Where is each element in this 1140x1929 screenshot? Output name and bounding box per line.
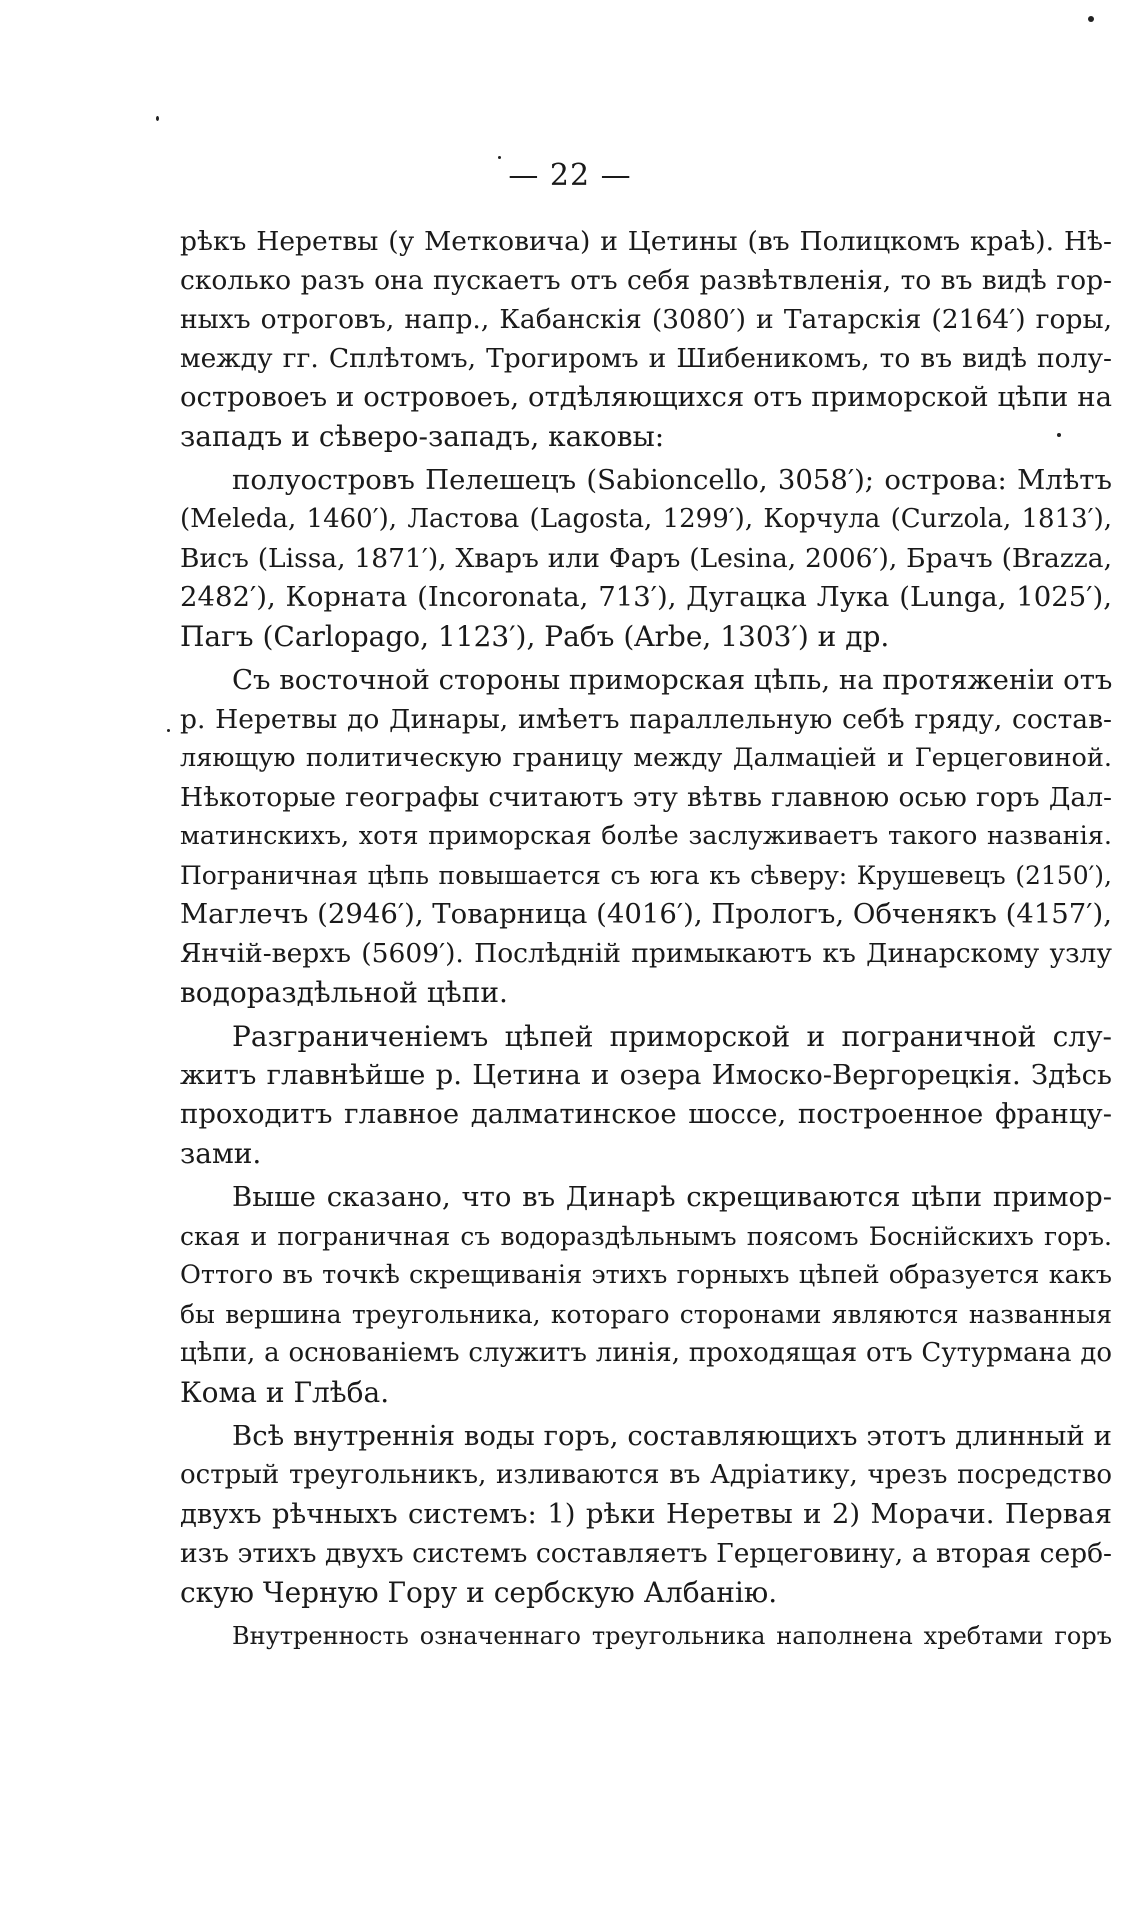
text-line: между гг. Сплѣтомъ, Трогиромъ и Шибеникомъ, то въ видѣ полу- [180, 343, 1112, 374]
text-line: матинскихъ, хотя приморская болѣе заслуживаетъ такого названія. [180, 821, 1112, 851]
text-line: ская и пограничная съ водораздѣльнымъ поясомъ Боснійскихъ горъ. [180, 1222, 1112, 1251]
body-text [180, 222, 1112, 1656]
text-line: двухъ рѣчныхъ системъ: 1) рѣки Неретвы и 2) Морачи. Первая [180, 1498, 1112, 1530]
text-line: зами. [180, 1137, 262, 1170]
text-line: (Meleda, 1460′), Ластова (Lagosta, 1299′), Корчула (Curzola, 1813′), [180, 504, 1112, 534]
text-line: острый треугольникъ, изливаются въ Адріатику, чрезъ посредство [180, 1460, 1112, 1490]
scan-speck [156, 116, 159, 121]
text-line: р. Неретвы до Динары, имѣетъ параллельную себѣ гряду, состав- [180, 704, 1112, 735]
text-line: Внутренность означеннаго треугольника наполнена хребтами горъ [232, 1622, 1112, 1650]
text-line: ныхъ отроговъ, напр., Кабанскія (3080′) и Татарскія (2164′) горы, [180, 304, 1112, 335]
text-line: Съ восточной стороны приморская цѣпь, на протяженіи отъ [232, 664, 1113, 696]
text-line: западъ и сѣверо-западъ, каковы: [180, 420, 665, 453]
text-line: полуостровъ Пелешецъ (Sabioncello, 3058′); острова: Млѣтъ [232, 464, 1112, 496]
text-line: сколько разъ она пускаетъ отъ себя развѣтвленія, то въ видѣ гор- [180, 265, 1112, 296]
scan-speck [1088, 16, 1094, 22]
paragraph [180, 661, 1112, 1012]
text-line: Нѣкоторые географы считаютъ эту вѣтвь главною осью горъ Дал- [180, 782, 1112, 813]
text-line: Висъ (Lissa, 1871′), Хваръ или Фаръ (Lesina, 2006′), Брачъ (Brazza, [180, 543, 1112, 574]
text-line: ляющую политическую границу между Далмаціей и Герцеговиной. [180, 743, 1112, 773]
text-line: Выше сказано, что въ Динарѣ скрещиваются цѣпи примор- [232, 1181, 1112, 1213]
text-line: Янчій-верхъ (5609′). Послѣдній примыкаютъ къ Динарскому узлу [180, 938, 1112, 969]
text-line: рѣкъ Неретвы (у Метковича) и Цетины (въ Полицкомъ краѣ). Нѣ- [180, 226, 1112, 257]
paragraph [180, 1178, 1112, 1412]
text-line: Кома и Глѣба. [180, 1376, 390, 1409]
paragraph [180, 1617, 1112, 1656]
text-line: Маглечъ (2946′), Товарница (4016′), Прологъ, Обченякъ (4157′), [180, 898, 1112, 930]
paragraph [180, 222, 1112, 456]
paragraph [180, 1417, 1112, 1612]
paragraph [180, 1017, 1112, 1173]
text-line: островоеъ и островоеъ, отдѣляющихся отъ приморской цѣпи на [180, 381, 1112, 413]
text-line: бы вершина треугольника, котораго сторонами являются названныя [180, 1300, 1112, 1329]
text-line: Пограничная цѣпь повышается съ юга къ сѣверу: Крушевецъ (2150′), [180, 861, 1112, 890]
text-line: цѣпи, а основаніемъ служитъ линія, проходящая отъ Сутурмана до [180, 1338, 1112, 1368]
text-line: Всѣ внутреннія воды горъ, составляющихъ этотъ длинный и [232, 1420, 1112, 1452]
text-line: Оттого въ точкѣ скрещиванія этихъ горныхъ цѣпей образуется какъ [180, 1260, 1112, 1290]
text-line: изъ этихъ двухъ системъ составляетъ Герцеговину, а вторая серб- [180, 1538, 1112, 1569]
text-line: водораздѣльной цѣпи. [180, 976, 508, 1009]
text-line: скую Черную Гору и сербскую Албанію. [180, 1576, 778, 1609]
page-number: — 22 — [508, 158, 632, 193]
scan-speck [167, 729, 170, 732]
text-line: 2482′), Корната (Incoronata, 713′), Дугацка Лука (Lunga, 1025′), [180, 581, 1112, 613]
text-line: житъ главнѣйше р. Цетина и озера Имоско-Вергорецкія. Здѣсь [180, 1059, 1112, 1091]
text-line: Разграниченіемъ цѣпей приморской и пограничной слу- [232, 1020, 1112, 1053]
text-line: проходитъ главное далматинское шоссе, построенное францу- [180, 1098, 1112, 1130]
paragraph [180, 461, 1112, 656]
text-line: Пагъ (Carlopago, 1123′), Рабъ (Arbe, 1303′) и др. [180, 620, 890, 653]
